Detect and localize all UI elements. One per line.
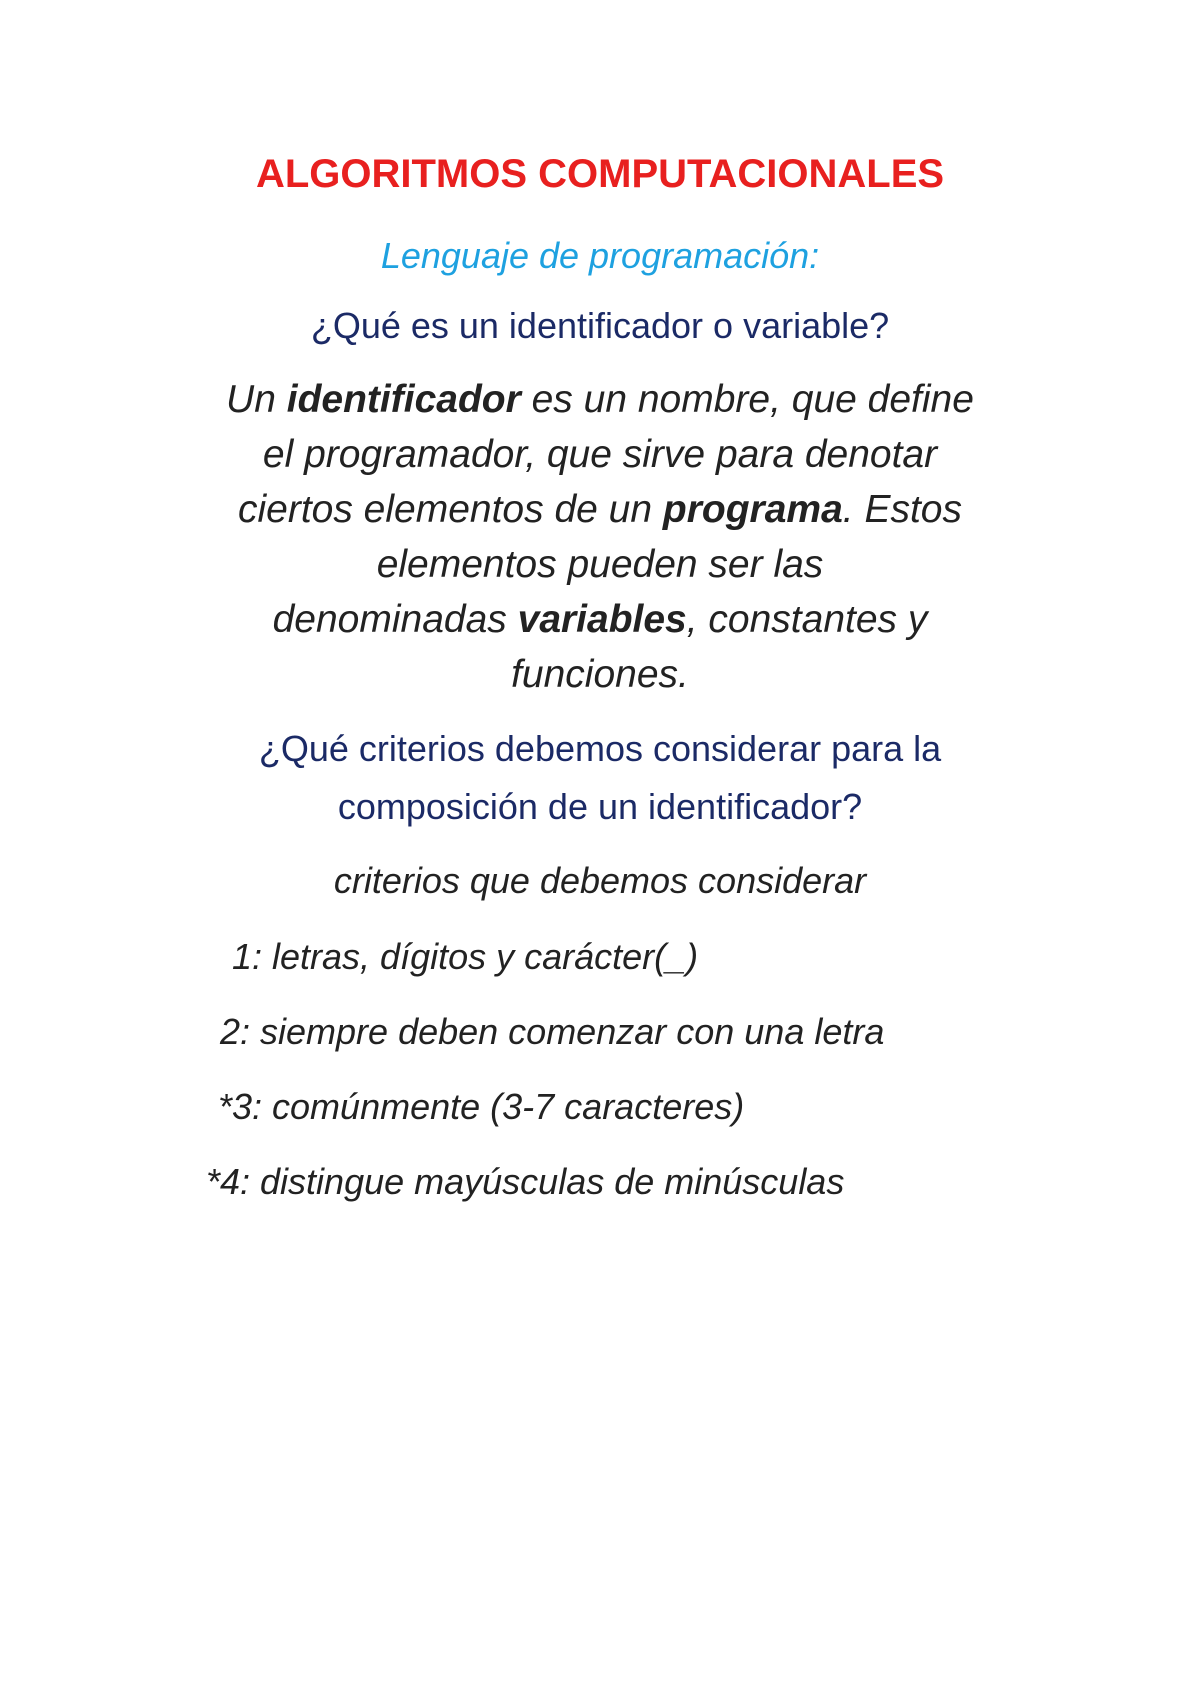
question-criteria-line-2: composición de un identificador? [337,786,863,827]
term-programa: programa [662,488,843,531]
definition-line-1: Un identificador es un nombre, que define [226,378,974,421]
question-criteria [0,720,1200,836]
question-criteria-line-1: ¿Qué criterios debemos considerar para la [258,728,942,769]
criterion-item: *4: distingue mayúsculas de minúsculas [206,1161,845,1202]
document-subtitle: Lenguaje de programación: [380,235,820,276]
definition-line-2: el programador, que sirve para denotar [262,433,938,476]
criteria-heading: criterios que debemos considerar [333,860,867,901]
definition-line-5: denominadas variables, constantes y [272,598,928,641]
document-title: ALGORITMOS COMPUTACIONALES [255,152,945,196]
criterion-item: 2: siempre deben comenzar con una letra [220,1011,885,1052]
definition-line-3: ciertos elementos de un programa. Estos [237,488,962,531]
criterion-item: 1: letras, dígitos y carácter(_) [232,936,699,977]
criterion-item: *3: comúnmente (3-7 caracteres) [218,1086,745,1127]
term-identificador: identificador [286,378,521,421]
identifier-definition [0,372,1200,702]
definition-line-4: elementos pueden ser las [376,543,824,586]
term-variables: variables [517,598,687,641]
question-identifier: ¿Qué es un identificador o variable? [310,305,890,346]
definition-line-6: funciones. [511,653,689,696]
